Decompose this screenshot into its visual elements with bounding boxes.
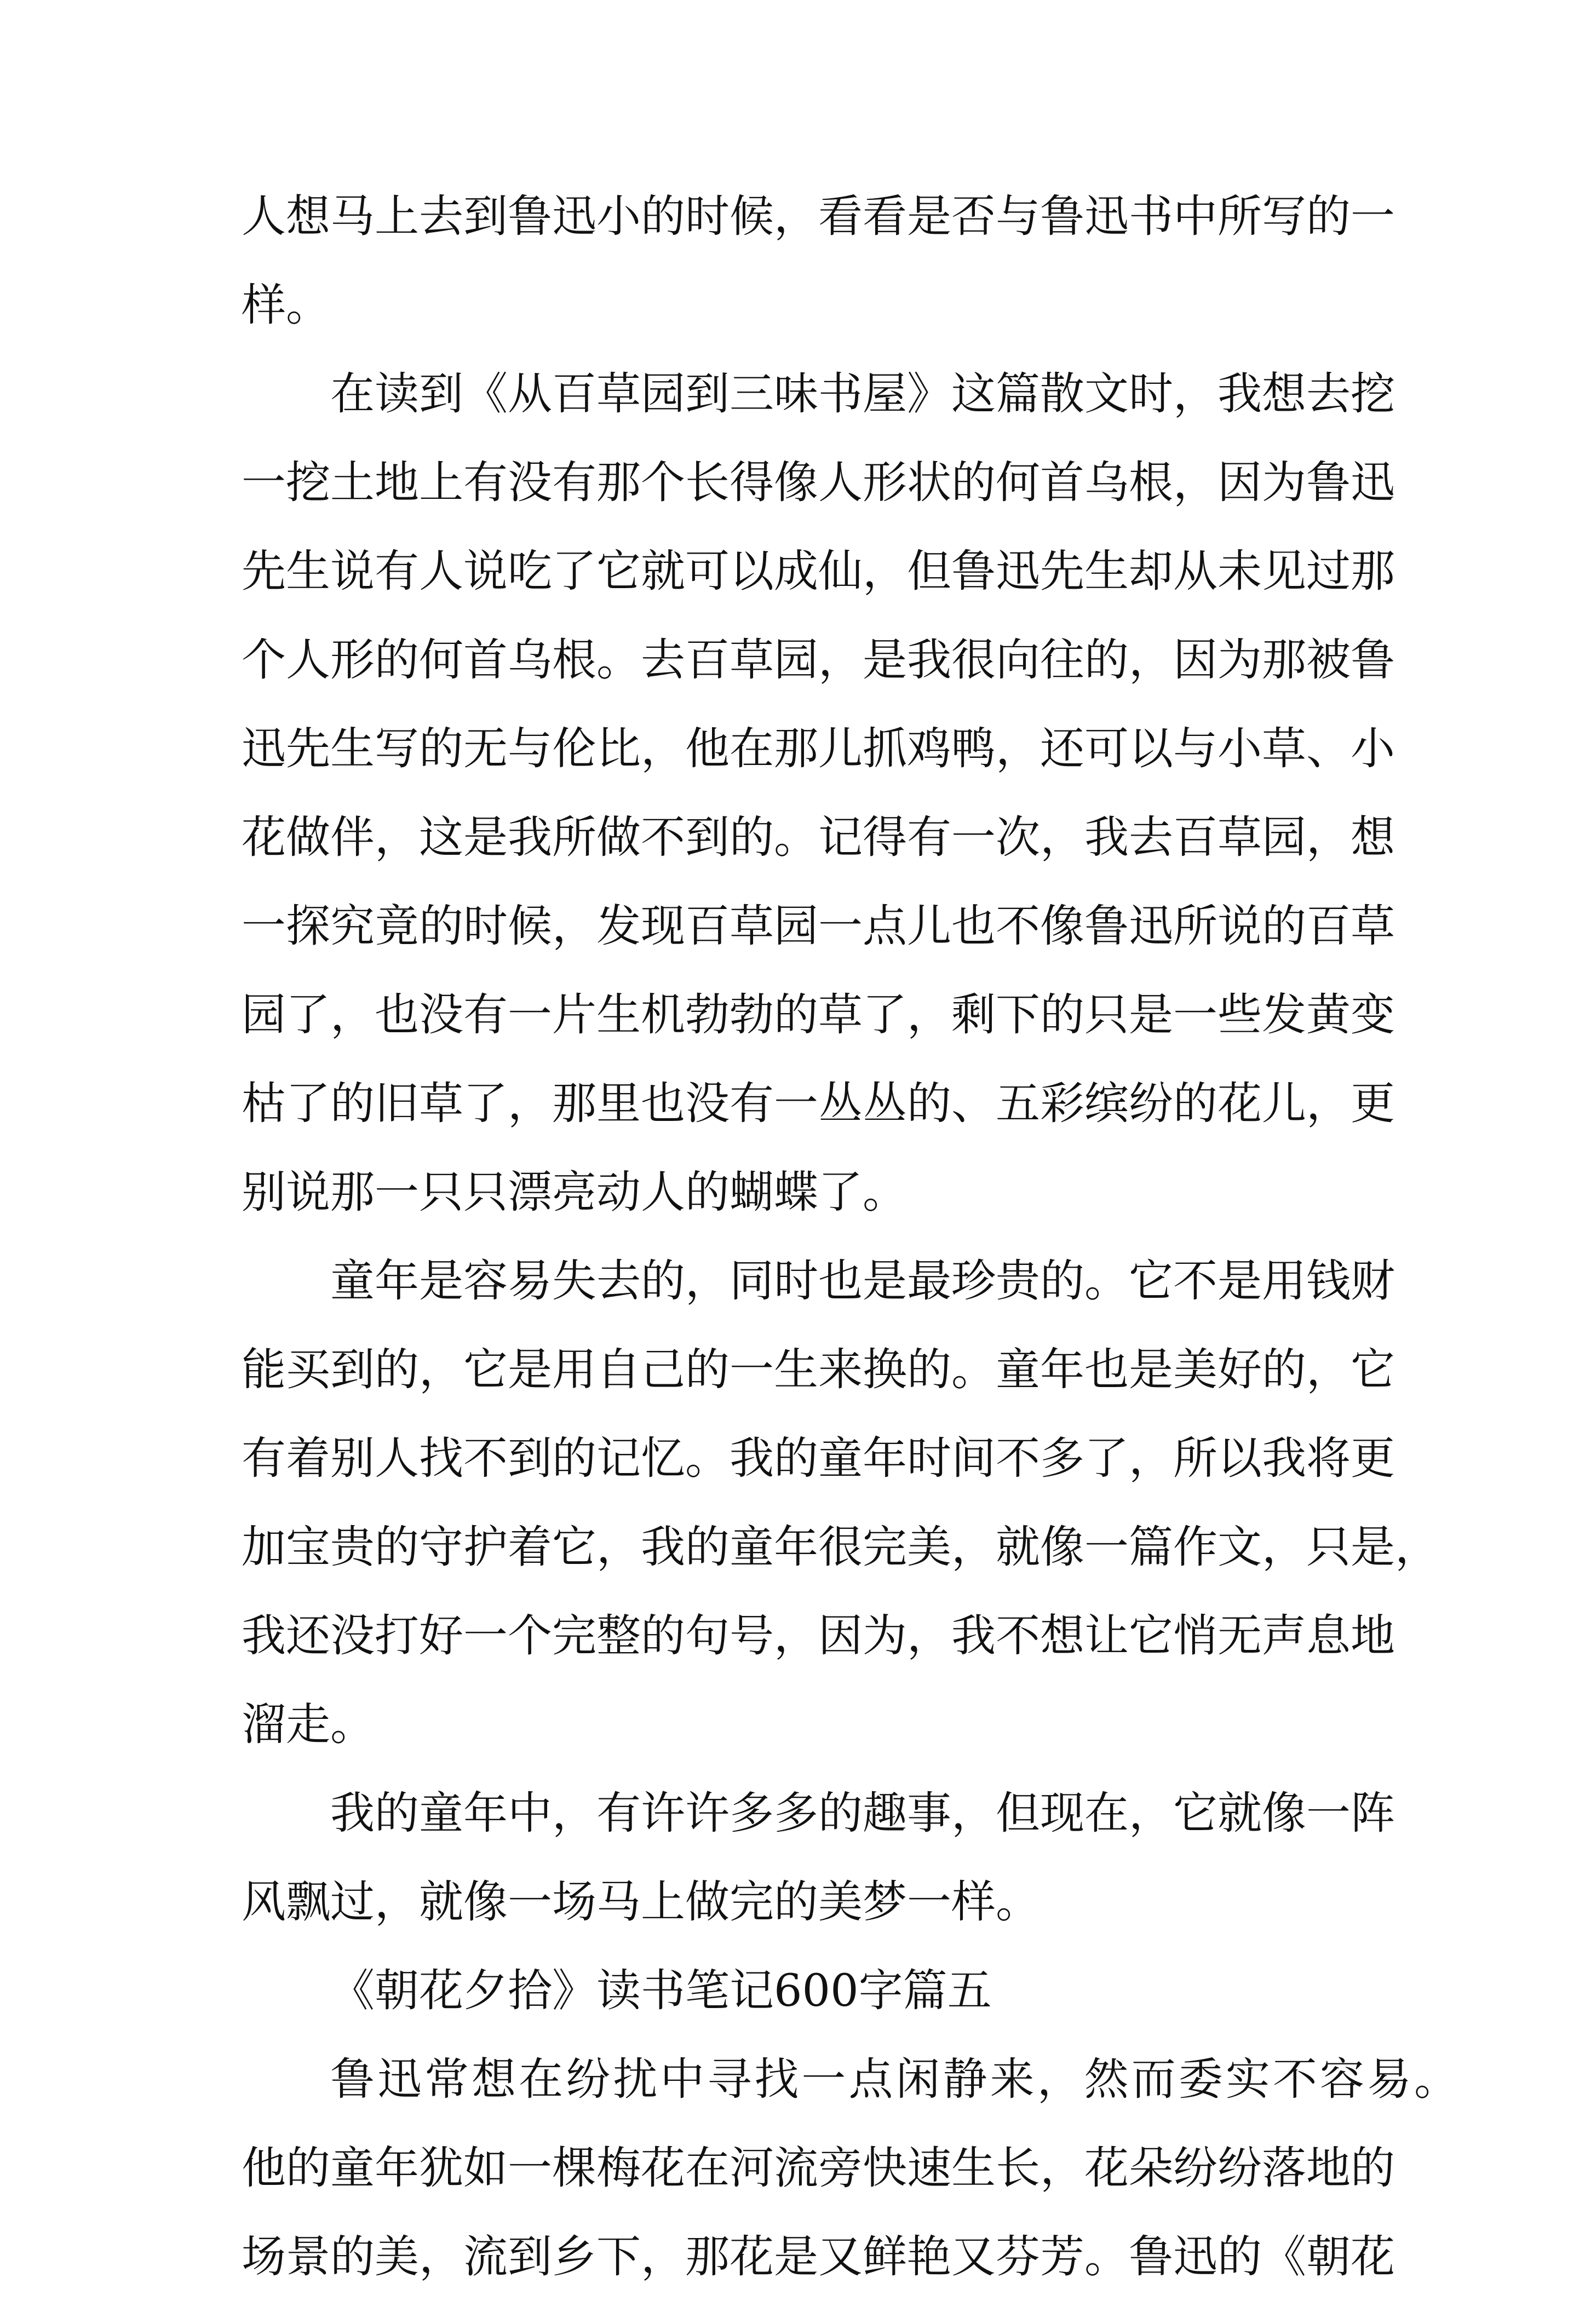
text-line: 他的童年犹如一棵梅花在河流旁快速生长，花朵纷纷落地的 bbox=[242, 2143, 1396, 2194]
text-line: 童年是容易失去的，同时也是最珍贵的。它不是用钱财 bbox=[330, 1256, 1396, 1307]
section-heading bbox=[242, 1965, 1351, 2017]
text-line: 个人形的何首乌根。去百草园，是我很向往的，因为那被鲁 bbox=[242, 635, 1396, 686]
text-line: 鲁迅常想在纷扰中寻找一点闲静来，然而委实不容易。 bbox=[330, 2054, 1458, 2106]
text-line: 样。 bbox=[242, 280, 331, 331]
document-body bbox=[242, 191, 1458, 2324]
text-line: 我还没打好一个完整的句号，因为，我不想让它悄无声息地 bbox=[242, 1610, 1396, 1662]
text-line: 溜走。 bbox=[242, 1699, 375, 1751]
text-line: 园了，也没有一片生机勃勃的草了，剩下的只是一些发黄变 bbox=[242, 990, 1396, 1041]
text-line: 有着别人找不到的记忆。我的童年时间不多了，所以我将更 bbox=[242, 1433, 1396, 1485]
text-line: 我的童年中，有许许多多的趣事，但现在，它就像一阵 bbox=[330, 1788, 1396, 1839]
text-line: 一探究竟的时候，发现百草园一点儿也不像鲁迅所说的百草 bbox=[242, 901, 1396, 952]
paragraph-2 bbox=[242, 369, 1396, 1218]
text-line: 场景的美，流到乡下，那花是又鲜艳又芬芳。鲁迅的《朝花 bbox=[242, 2231, 1396, 2283]
text-line: 风飘过，就像一场马上做完的美梦一样。 bbox=[242, 1877, 1041, 1928]
text-line: 在读到《从百草园到三味书屋》这篇散文时，我想去挖 bbox=[330, 369, 1396, 420]
paragraph-4 bbox=[242, 1788, 1396, 1928]
paragraph-3 bbox=[242, 1256, 1440, 1751]
text-line: 先生说有人说吃了它就可以成仙，但鲁迅先生却从未见过那 bbox=[242, 546, 1396, 597]
text-line: 枯了的旧草了，那里也没有一丛丛的、五彩缤纷的花儿，更 bbox=[242, 1078, 1396, 1130]
paragraph-1 bbox=[242, 191, 1396, 331]
text-line: 人想马上去到鲁迅小的时候，看看是否与鲁迅书中所写的一 bbox=[242, 191, 1396, 243]
text-line: 一挖土地上有没有那个长得像人形状的何首乌根，因为鲁迅 bbox=[242, 457, 1396, 509]
heading-text: 《朝花夕拾》读书笔记600字篇五 bbox=[330, 1965, 992, 2017]
text-line: 加宝贵的守护着它，我的童年很完美，就像一篇作文，只是， bbox=[242, 1522, 1440, 1573]
paragraph-5 bbox=[242, 2054, 1458, 2283]
text-line: 别说那一只只漂亮动人的蝴蝶了。 bbox=[242, 1167, 908, 1218]
text-line: 花做伴，这是我所做不到的。记得有一次，我去百草园，想 bbox=[242, 812, 1396, 864]
text-line: 能买到的，它是用自己的一生来换的。童年也是美好的，它 bbox=[242, 1344, 1396, 1396]
text-line: 迅先生写的无与伦比，他在那儿抓鸡鸭，还可以与小草、小 bbox=[242, 723, 1396, 775]
